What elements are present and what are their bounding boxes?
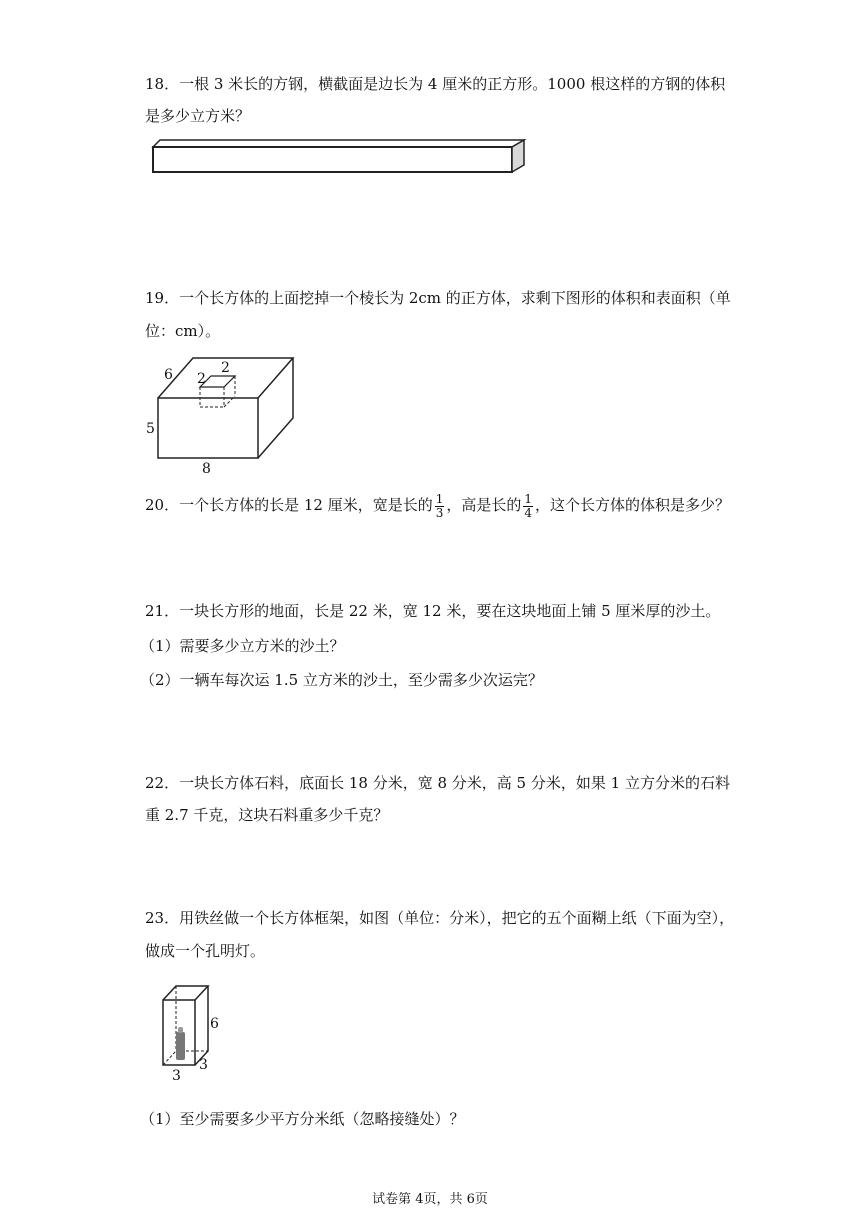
label-height-6: 6 xyxy=(210,1016,219,1032)
steel-bar-figure xyxy=(150,137,530,177)
q21-text-line1: 21．一块长方形的地面，长是 22 米，宽 12 米，要在这块地面上铺 5 厘米厚的沙土。 xyxy=(145,602,721,620)
fraction-one-third-denominator: 3 xyxy=(435,505,444,520)
q18-text-line1: 18．一根 3 米长的方钢，横截面是边长为 4 厘米的正方形。1000 根这样的方钢的体积 xyxy=(145,75,726,93)
candle-icon xyxy=(176,1032,185,1060)
q22-text-line1: 22．一块长方体石料，底面长 18 分米，宽 8 分米，高 5 分米，如果 1 立方分米的石料 xyxy=(145,774,730,792)
label-depth-3: 3 xyxy=(199,1057,208,1073)
page-footer: 试卷第 4页，共 6页 xyxy=(372,1192,488,1207)
q22-text-line2: 重 2.7 千克，这块石料重多少千克？ xyxy=(145,806,389,824)
q20-text-part3: ，这个长方体的体积是多少？ xyxy=(535,496,731,514)
label-length-8: 8 xyxy=(202,461,211,477)
fraction-one-third xyxy=(435,493,445,520)
fraction-one-quarter xyxy=(523,493,533,520)
fraction-one-quarter-numerator: 1 xyxy=(524,491,533,506)
q23-text-line2: 做成一个孔明灯。 xyxy=(145,942,266,960)
label-width-3: 3 xyxy=(172,1068,181,1084)
label-height-5: 5 xyxy=(146,421,155,437)
q18-text-line2: 是多少立方米？ xyxy=(145,107,251,125)
label-width-6: 6 xyxy=(164,367,173,383)
cuboid-with-cube-removed-figure xyxy=(140,352,310,477)
label-cube-side-b: 2 xyxy=(221,360,230,376)
q19-text-line2: 位：cm）。 xyxy=(145,322,221,340)
label-cube-side-a: 2 xyxy=(197,371,206,387)
q19-text-line1: 19．一个长方体的上面挖掉一个棱长为 2cm 的正方体，求剩下图形的体积和表面积（单 xyxy=(145,289,731,307)
fraction-one-quarter-denominator: 4 xyxy=(524,505,533,520)
q20-text-part1: 20．一个长方体的长是 12 厘米，宽是长的 xyxy=(145,496,433,514)
q21-sub2: （2）一辆车每次运 1.5 立方米的沙土，至少需多少次运完？ xyxy=(140,671,543,689)
q20-text-part2: ，高是长的 xyxy=(446,496,522,514)
q23-sub1: （1）至少需要多少平方分米纸（忽略接缝处）？ xyxy=(140,1110,465,1128)
fraction-one-third-numerator: 1 xyxy=(435,491,444,506)
lantern-frame-figure xyxy=(158,982,228,1082)
q21-sub1: （1）需要多少立方米的沙土？ xyxy=(140,637,345,655)
q20-text xyxy=(145,488,730,522)
q23-text-line1: 23．用铁丝做一个长方体框架，如图（单位：分米），把它的五个面糊上纸（下面为空）， xyxy=(145,909,735,927)
